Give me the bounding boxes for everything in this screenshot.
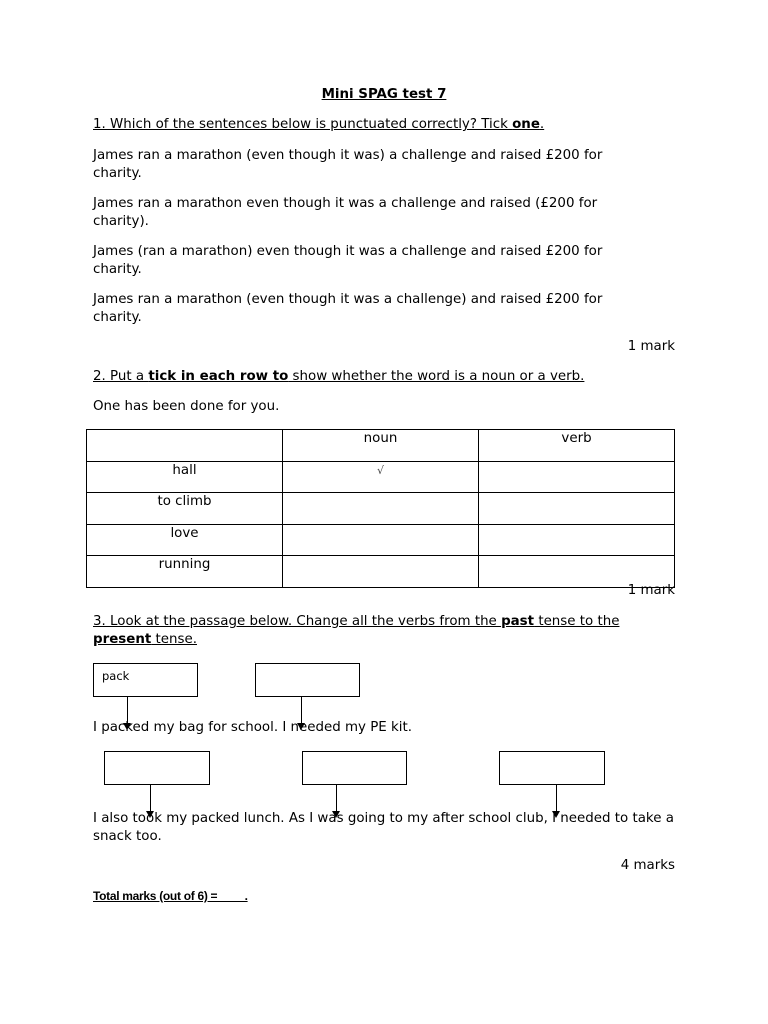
table-row — [87, 493, 675, 525]
answer-box-example[interactable] — [93, 663, 198, 697]
q3-prompt-present: present — [93, 632, 152, 647]
table-row — [87, 461, 675, 493]
q3-prompt-text: 3. Look at the passage below. Change all the verbs from the — [93, 614, 502, 629]
answer-box-4[interactable] — [302, 751, 407, 785]
q1-prompt-end: . — [539, 117, 545, 132]
table-cell-noun[interactable] — [283, 461, 479, 493]
q3-prompt-end: tense. — [151, 632, 197, 647]
q2-prompt-end: show whether the word is a noun or a verb. — [288, 369, 585, 384]
q2-note: One has been done for you. — [93, 399, 280, 414]
answer-box-5[interactable] — [499, 751, 605, 785]
total-marks: Total marks (out of 6) = . — [93, 889, 248, 903]
tick-mark: √ — [376, 463, 384, 477]
table-header-row — [87, 430, 675, 462]
table-cell-noun[interactable] — [283, 493, 479, 525]
q3-prompt — [93, 613, 653, 649]
table-cell-verb[interactable] — [479, 524, 675, 556]
table-header-word — [87, 430, 283, 462]
noun-verb-table — [86, 429, 675, 588]
q1-marks: 1 mark — [627, 339, 675, 354]
q3-marks: 4 marks — [620, 858, 675, 873]
q1-prompt-emphasis: one — [512, 117, 540, 132]
table-cell-noun[interactable] — [283, 556, 479, 588]
q1-prompt — [93, 117, 544, 132]
table-cell-word: running — [87, 556, 283, 588]
table-cell-noun[interactable] — [283, 524, 479, 556]
table-row — [87, 556, 675, 588]
answer-box-3[interactable] — [104, 751, 210, 785]
table-cell-word: hall — [87, 461, 283, 493]
table-header-verb: verb — [479, 430, 675, 462]
q2-prompt-emphasis: tick in each row to — [148, 369, 289, 384]
table-cell-verb[interactable] — [479, 493, 675, 525]
page-title: Mini SPAG test 7 — [321, 87, 447, 102]
q3-prompt-past: past — [501, 614, 535, 629]
q1-option-4[interactable]: James ran a marathon (even though it was a challenge) and raised £200 for charity. — [93, 292, 603, 325]
q2-prompt — [93, 369, 584, 384]
q1-option-3[interactable]: James (ran a marathon) even though it was a challenge and raised £200 for charity. — [93, 244, 603, 277]
table-header-noun: noun — [283, 430, 479, 462]
q2-marks: 1 mark — [627, 583, 675, 598]
q2-prompt-text: 2. Put a — [93, 369, 149, 384]
table-row — [87, 524, 675, 556]
q1-option-1[interactable]: James ran a marathon (even though it was) a challenge and raised £200 for charity. — [93, 148, 603, 181]
table-cell-word: to climb — [87, 493, 283, 525]
table-cell-verb[interactable] — [479, 461, 675, 493]
q3-prompt-mid: tense to the — [534, 614, 620, 629]
q1-prompt-text: 1. Which of the sentences below is punctuated correctly? Tick — [93, 117, 513, 132]
example-answer-text: pack — [102, 669, 130, 683]
q3-sentence-2: I also took my packed lunch. As I was going to my after school club, I needed to take a snack too. — [93, 811, 674, 844]
table-cell-word: love — [87, 524, 283, 556]
q1-option-2[interactable]: James ran a marathon even though it was a challenge and raised (£200 for charity). — [93, 196, 598, 229]
q3-sentence-1: I packed my bag for school. I needed my PE kit. — [93, 720, 413, 735]
answer-box-2[interactable] — [255, 663, 360, 697]
